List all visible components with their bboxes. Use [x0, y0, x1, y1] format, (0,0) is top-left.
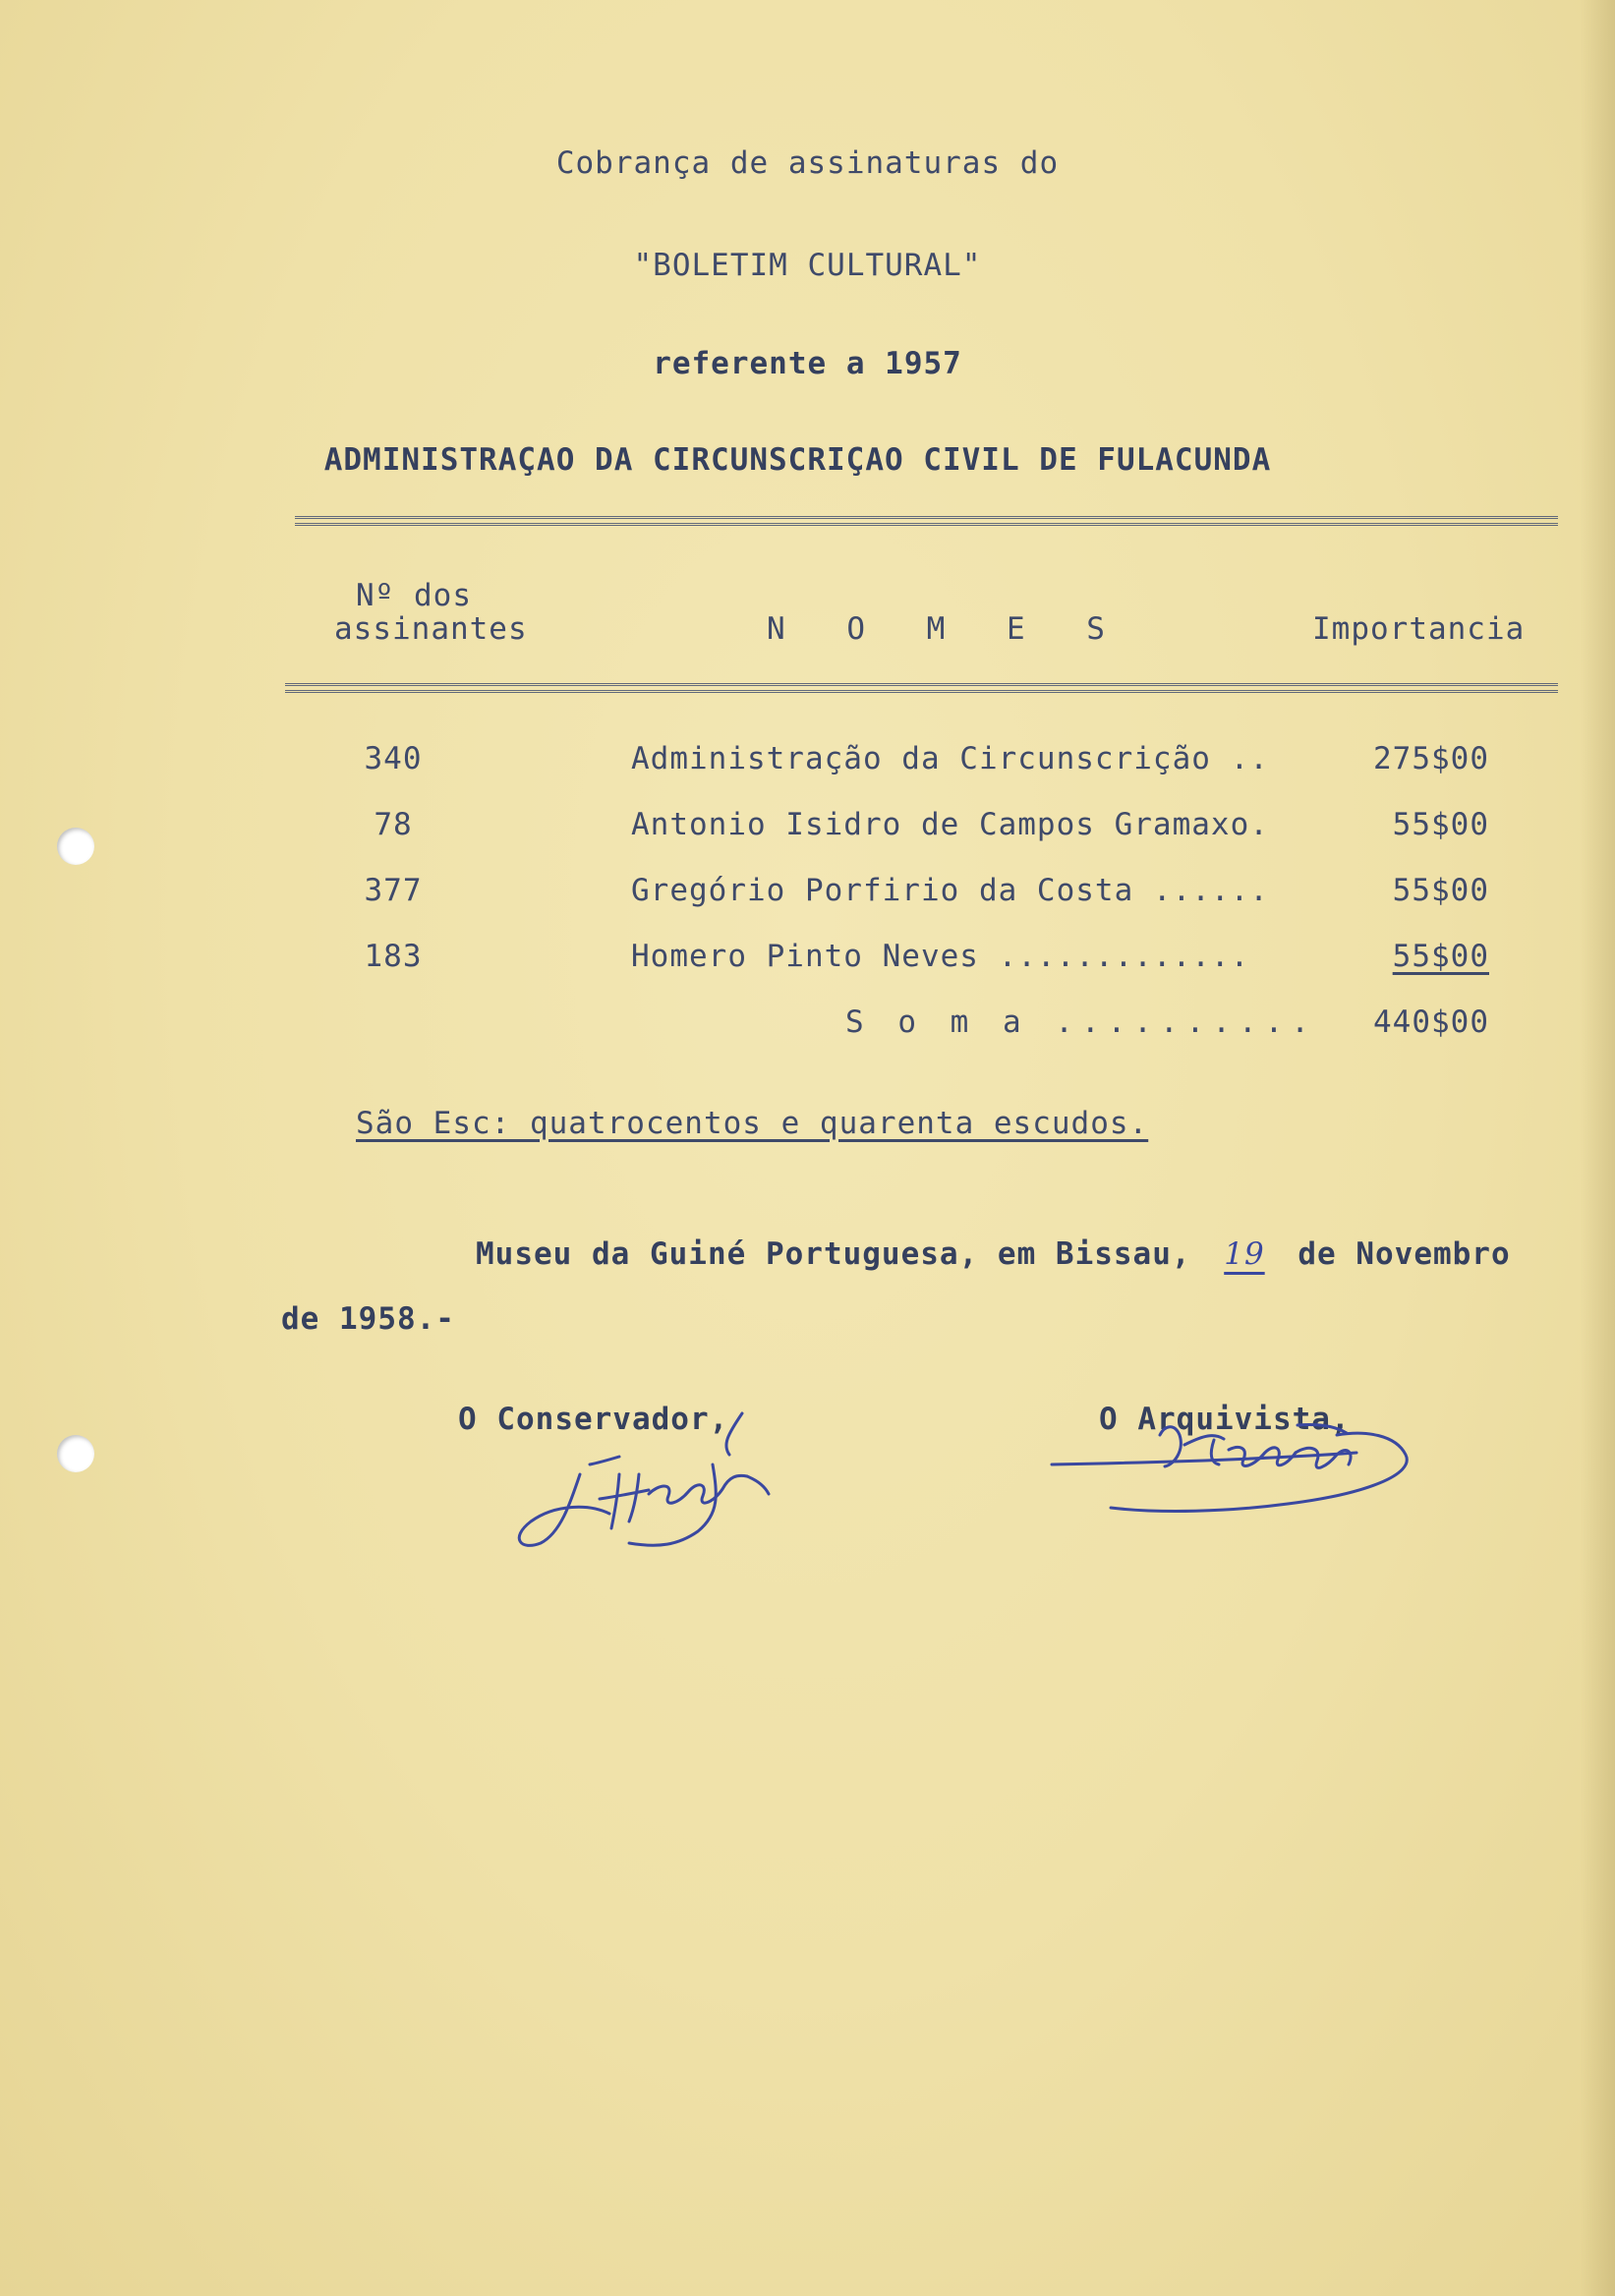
total-amount: 440$00 — [1373, 1004, 1489, 1040]
place-date-year: de 1958.- — [281, 1301, 455, 1337]
row-4-name: Homero Pinto Neves ............. — [631, 939, 1250, 974]
row-1-amount: 275$00 — [1373, 741, 1489, 776]
header-line-2: "BOLETIM CULTURAL" — [633, 248, 982, 283]
col-header-amount: Importancia — [1312, 611, 1526, 647]
header-line-4: ADMINISTRAÇAO DA CIRCUNSCRIÇAO CIVIL DE FULACUNDA — [323, 442, 1272, 478]
row-1-num: 340 — [364, 741, 423, 776]
signature-title-right: O Arquivista, — [1099, 1402, 1351, 1437]
signature-title-left: O Conservador, — [458, 1402, 729, 1437]
double-rule-bottom — [285, 683, 1558, 693]
row-3-num: 377 — [364, 873, 423, 908]
place-date-month: de Novembro — [1278, 1236, 1511, 1272]
total-label: S o m a .......... — [845, 1004, 1317, 1040]
row-1-name: Administração da Circunscrição .. — [631, 741, 1269, 776]
row-3-name: Gregório Porfirio da Costa ...... — [631, 873, 1269, 908]
row-3-amount: 55$00 — [1392, 873, 1489, 908]
row-4-amount: 55$00 — [1392, 939, 1489, 974]
handwritten-day: 19 — [1224, 1236, 1265, 1272]
paper-edge-shadow — [1580, 0, 1615, 2296]
col-header-num-2: assinantes — [334, 611, 528, 647]
row-4-num: 183 — [364, 939, 423, 974]
row-2-num: 78 — [374, 807, 413, 842]
header-line-3: referente a 1957 — [653, 346, 962, 381]
place-date-text: Museu da Guiné Portuguesa, em Bissau, — [476, 1236, 1211, 1272]
punch-hole — [57, 828, 94, 865]
row-2-name: Antonio Isidro de Campos Gramaxo. — [631, 807, 1269, 842]
col-header-num-1: Nº dos — [356, 578, 472, 613]
header-line-1: Cobrança de assinaturas do — [555, 145, 1060, 181]
signature-conservador — [501, 1406, 786, 1563]
place-date-line — [476, 1236, 1511, 1272]
col-header-names: N O M E S — [767, 611, 1126, 647]
signature-arquivista — [1042, 1406, 1415, 1533]
amount-in-words: São Esc: quatrocentos e quarenta escudos. — [356, 1106, 1149, 1141]
punch-hole — [57, 1435, 94, 1472]
row-2-amount: 55$00 — [1392, 807, 1489, 842]
double-rule-top — [295, 516, 1558, 526]
